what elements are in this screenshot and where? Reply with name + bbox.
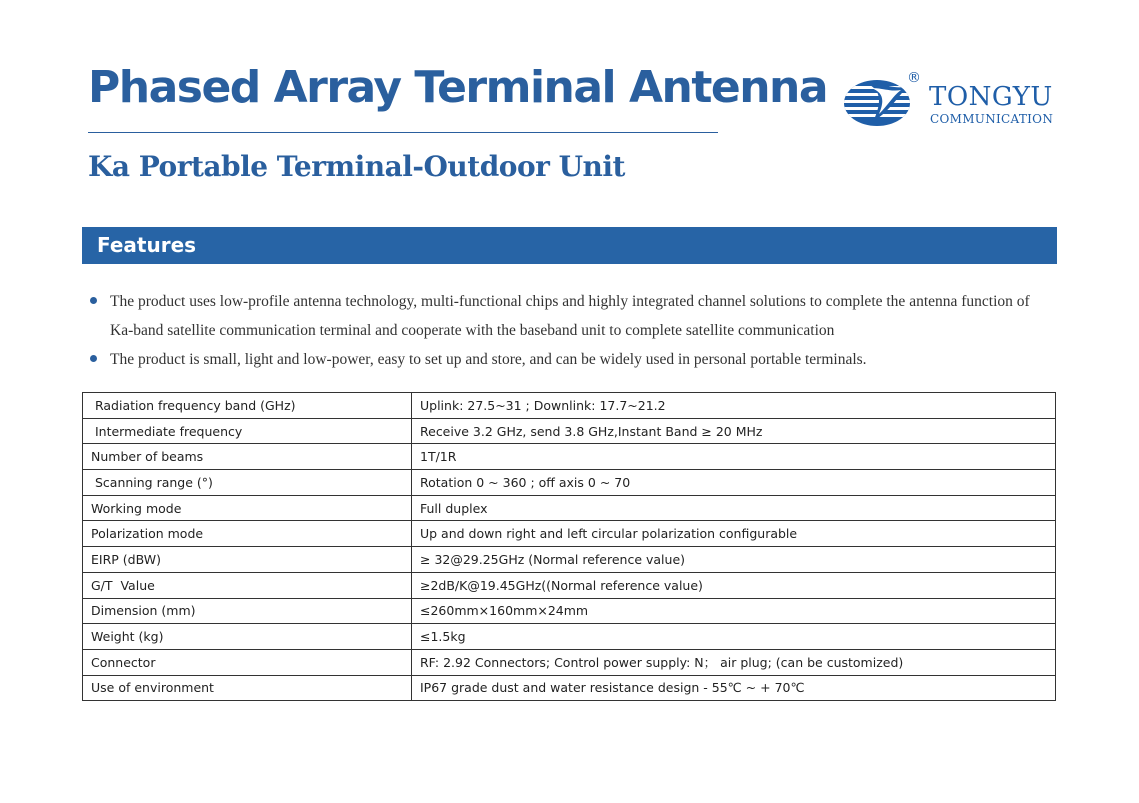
- spec-param: Radiation frequency band (GHz): [83, 393, 412, 419]
- spec-value: ≤260mm×160mm×24mm: [412, 598, 1056, 624]
- spec-value: Receive 3.2 GHz, send 3.8 GHz,Instant Band ≥ 20 MHz: [412, 418, 1056, 444]
- spec-param: Connector: [83, 649, 412, 675]
- spec-table: [82, 392, 1056, 701]
- spec-param: EIRP (dBW): [83, 547, 412, 573]
- spec-value: 1T/1R: [412, 444, 1056, 470]
- logo-company-name: TONGYU: [929, 82, 1053, 112]
- table-row: [83, 418, 1056, 444]
- spec-param: Scanning range (°): [83, 470, 412, 496]
- spec-value: Up and down right and left circular polarization configurable: [412, 521, 1056, 547]
- table-row: [83, 598, 1056, 624]
- spec-value: ≥2dB/K@19.45GHz((Normal reference value): [412, 572, 1056, 598]
- page-title: Phased Array Terminal Antenna: [88, 62, 828, 113]
- spec-value: ≥ 32@29.25GHz (Normal reference value): [412, 547, 1056, 573]
- table-row: [83, 444, 1056, 470]
- logo-registered-mark: ®: [907, 70, 921, 86]
- spec-param: Intermediate frequency: [83, 418, 412, 444]
- table-row: [83, 675, 1056, 701]
- table-row: [83, 470, 1056, 496]
- features-section-header: [82, 227, 1057, 264]
- spec-value: Rotation 0 ~ 360 ; off axis 0 ~ 70: [412, 470, 1056, 496]
- spec-param: Use of environment: [83, 675, 412, 701]
- spec-value: ≤1.5kg: [412, 624, 1056, 650]
- feature-list: [90, 287, 1040, 374]
- logo-company-subtitle: COMMUNICATION: [930, 112, 1054, 126]
- table-row: [83, 393, 1056, 419]
- spec-value: Full duplex: [412, 495, 1056, 521]
- spec-value: Uplink: 27.5~31 ; Downlink: 17.7~21.2: [412, 393, 1056, 419]
- spec-param: Dimension (mm): [83, 598, 412, 624]
- feature-text: The product is small, light and low-power, easy to set up and store, and can be widely used in personal portable terminals.: [110, 351, 867, 368]
- spec-param: Polarization mode: [83, 521, 412, 547]
- table-row: [83, 624, 1056, 650]
- spec-value: IP67 grade dust and water resistance design - 55℃ ~ + 70℃: [412, 675, 1056, 701]
- feature-text: The product uses low-profile antenna technology, multi-functional chips and highly integrated channel solutions to complete the antenna function of Ka-band satellite communication terminal and cooperate with the baseband unit to complete satellite communication: [110, 293, 1030, 339]
- feature-item: [90, 345, 1040, 374]
- spec-param: Working mode: [83, 495, 412, 521]
- feature-item: [90, 287, 1040, 345]
- company-logo: [843, 70, 1058, 130]
- tongyu-emblem-icon: [843, 78, 915, 128]
- table-row: [83, 572, 1056, 598]
- table-row: [83, 547, 1056, 573]
- page-subtitle: Ka Portable Terminal-Outdoor Unit: [88, 150, 625, 183]
- table-row: [83, 521, 1056, 547]
- spec-param: Number of beams: [83, 444, 412, 470]
- title-underline: [88, 132, 718, 133]
- bullet-dot-icon: [90, 355, 97, 362]
- spec-param: Weight (kg): [83, 624, 412, 650]
- spec-param: G/T Value: [83, 572, 412, 598]
- table-row: [83, 649, 1056, 675]
- section-title: Features: [97, 233, 197, 257]
- spec-value: RF: 2.92 Connectors; Control power supply: N； air plug; (can be customized): [412, 649, 1056, 675]
- bullet-dot-icon: [90, 297, 97, 304]
- table-row: [83, 495, 1056, 521]
